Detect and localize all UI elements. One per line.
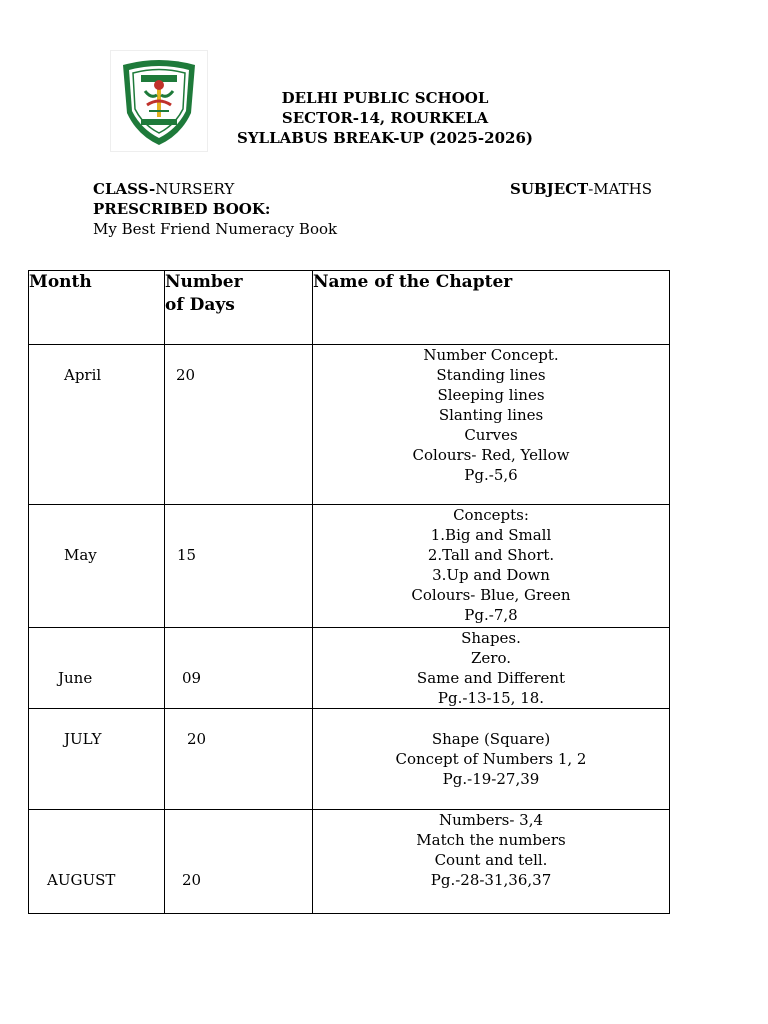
class-info xyxy=(93,179,234,199)
table-header-row xyxy=(29,271,670,345)
book-name: My Best Friend Numeracy Book xyxy=(93,220,338,238)
month-cell: AUGUST xyxy=(29,810,165,914)
table-row xyxy=(29,345,670,505)
book-label: PRESCRIBED BOOK: xyxy=(93,200,271,218)
month-cell: May xyxy=(29,505,165,628)
school-header xyxy=(180,88,590,148)
class-value: NURSERY xyxy=(155,180,235,198)
header-chapter: Name of the Chapter xyxy=(313,271,670,345)
chapter-cell: Shape (Square) Concept of Numbers 1, 2 Pg.-19-27,39 xyxy=(313,709,670,810)
chapter-cell: Shapes. Zero. Same and Different Pg.-13-15, 18. xyxy=(313,628,670,709)
month-cell: JULY xyxy=(29,709,165,810)
chapter-cell: Number Concept. Standing lines Sleeping lines Slanting lines Curves Colours- Red, Yellow Pg.-5,6 xyxy=(313,345,670,505)
month-cell: June xyxy=(29,628,165,709)
header-month: Month xyxy=(29,271,165,345)
school-name: DELHI PUBLIC SCHOOL xyxy=(281,89,489,107)
table-row xyxy=(29,810,670,914)
document-title: SYLLABUS BREAK-UP (2025-2026) xyxy=(237,129,533,147)
syllabus-table xyxy=(28,270,670,914)
subject-label: SUBJECT xyxy=(510,180,589,198)
days-cell: 15 xyxy=(165,505,313,628)
month-cell: April xyxy=(29,345,165,505)
table-row xyxy=(29,628,670,709)
table-row xyxy=(29,709,670,810)
chapter-cell: Numbers- 3,4 Match the numbers Count and tell. Pg.-28-31,36,37 xyxy=(313,810,670,914)
class-label: CLASS- xyxy=(93,180,156,198)
school-address: SECTOR-14, ROURKELA xyxy=(281,109,489,127)
table-row xyxy=(29,505,670,628)
days-cell: 20 xyxy=(165,345,313,505)
subject-info xyxy=(510,179,652,199)
days-cell: 20 xyxy=(165,709,313,810)
days-cell: 20 xyxy=(165,810,313,914)
days-cell: 09 xyxy=(165,628,313,709)
subject-value: -MATHS xyxy=(588,180,653,198)
chapter-cell: Concepts: 1.Big and Small 2.Tall and Short. 3.Up and Down Colours- Blue, Green Pg.-7,8 xyxy=(313,505,670,628)
header-days: Number of Days xyxy=(165,271,313,345)
